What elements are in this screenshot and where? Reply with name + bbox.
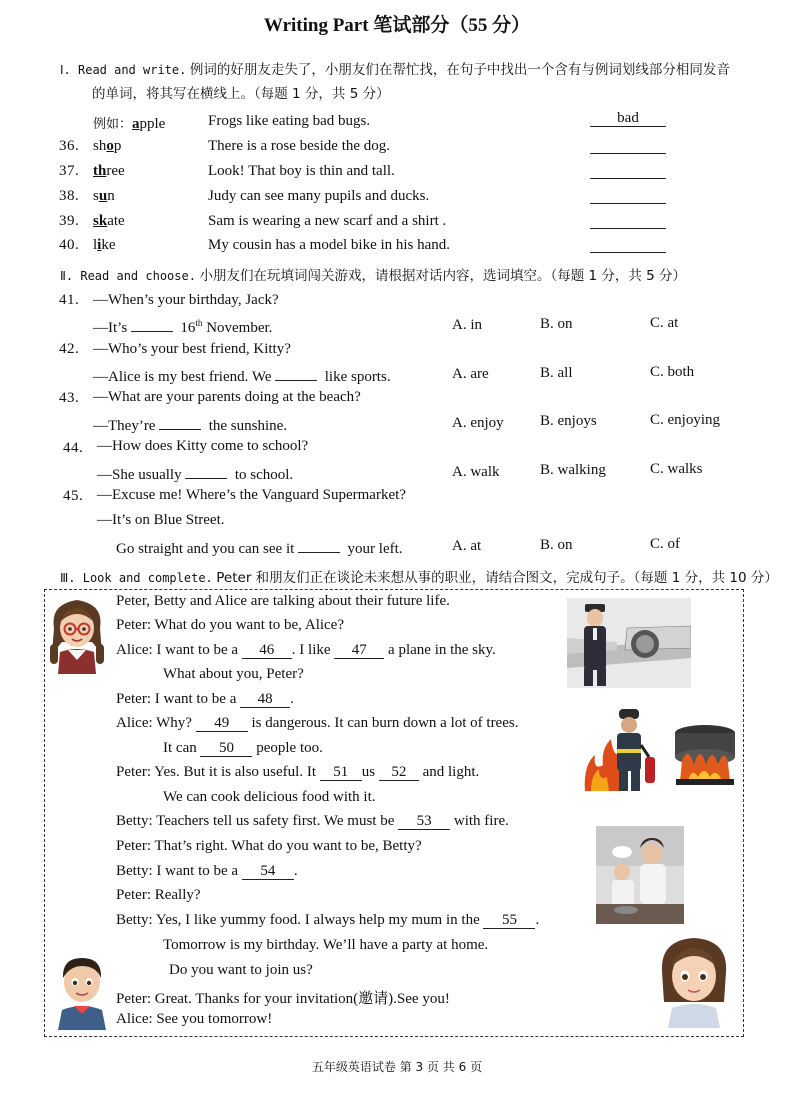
answer-blank[interactable] [590,189,666,204]
betty-avatar [654,932,734,1028]
dialogue-intro: Peter, Betty and Alice are talking about their future life. [116,593,450,609]
example-word: 例如：apple [93,116,166,132]
section-1-instruction: 例词的好朋友走失了，小朋友们在帮忙找，在句子中找出一个含有与例词划线部分相同发音 [189,62,730,78]
answer-blank[interactable] [590,164,666,179]
section-1-heading [60,58,730,79]
item-word: three [93,163,125,179]
question-line: —It’s 16th November. [93,318,273,336]
dialogue-line: Betty: I want to be a 54 . [116,863,298,879]
item-sentence: Sam is wearing a new scarf and a shirt . [208,213,447,229]
question-number: 41. [59,292,80,308]
question-line: —How does Kitty come to school? [97,438,309,454]
blank-52[interactable]: 52 [379,765,419,781]
answer-blank[interactable] [159,414,201,430]
dialogue-line: What about you, Peter? [163,666,304,682]
item-sentence: Look! That boy is thin and tall. [208,163,395,179]
section-2-lead: Ⅱ. Read and choose. [60,269,196,283]
option-c[interactable]: C. both [650,364,695,380]
option-a[interactable]: A. in [452,317,482,333]
option-b[interactable]: B. all [540,365,573,381]
dialogue-line: Tomorrow is my birthday. We’ll have a party at home. [163,937,489,953]
blank-47[interactable]: 47 [334,643,384,659]
question-line: —When’s your birthday, Jack? [93,292,279,308]
question-line: —She usually to school. [97,463,293,484]
item-number: 38. [59,188,80,204]
grill-picture [668,715,742,787]
section-1-lead: Ⅰ. Read and write. [60,63,187,77]
item-number: 39. [59,213,80,229]
question-line: —Alice is my best friend. We like sports. [93,365,391,386]
item-sentence: There is a rose beside the dog. [208,138,391,154]
option-c[interactable]: C. enjoying [650,412,720,428]
blank-51[interactable]: 51 [320,765,362,781]
answer-blank[interactable] [298,537,340,553]
option-c[interactable]: C. walks [650,461,703,477]
dialogue-line: Alice: I want to be a 46 . I like 47 a plane in the sky. [116,642,496,658]
option-b[interactable]: B. on [540,316,573,332]
section-2-instruction: 小朋友们在玩填词闯关游戏，请根据对话内容，选词填空。（每题 1 分，共 5 分） [199,268,687,284]
item-word: sun [93,188,115,204]
answer-blank[interactable] [590,214,666,229]
answer-blank[interactable] [590,139,666,154]
item-number: 36. [59,138,80,154]
blank-50[interactable]: 50 [200,741,252,757]
option-b[interactable]: B. enjoys [540,413,597,429]
item-word: like [93,237,116,253]
dialogue-line: Betty: Yes, I like yummy food. I always help my mum in the 55 . [116,912,540,928]
dialogue-line: Do you want to join us? [169,962,313,978]
dialogue-line: Peter: Great. Thanks for your invitation(邀请).See you! [116,991,450,1007]
answer-blank[interactable] [185,463,227,479]
blank-53[interactable]: 53 [398,814,450,830]
option-a[interactable]: A. walk [452,464,500,480]
blank-49[interactable]: 49 [196,716,248,732]
answer-blank[interactable] [590,238,666,253]
dialogue-line: We can cook delicious food with it. [163,789,376,805]
option-b[interactable]: B. walking [540,462,606,478]
option-c[interactable]: C. of [650,536,680,552]
item-word: skate [93,213,125,229]
section-3-lead: Ⅲ. Look and complete. [60,571,213,585]
blank-55[interactable]: 55 [483,913,535,929]
dialogue-line: It can 50 people too. [163,740,323,756]
item-number: 37. [59,163,80,179]
dialogue-line: Alice: See you tomorrow! [116,1011,273,1027]
section-3-instruction: Peter 和朋友们正在谈论未来想从事的职业，请结合图文，完成句子。（每题 1 分，共 10 分） [216,570,778,586]
question-number: 42. [59,341,80,357]
section-1-instruction-2: 的单词，将其写在横线上。（每题 1 分，共 5 分） [92,86,390,102]
answer-blank[interactable] [131,316,173,332]
pilot-picture [567,598,691,688]
peter-avatar [50,950,114,1030]
question-line: —They’re the sunshine. [93,414,287,435]
dialogue-line: Peter: Really? [116,887,201,903]
option-c[interactable]: C. at [650,315,679,331]
question-number: 43. [59,390,80,406]
chef-picture [596,826,684,924]
page-title: Writing Part 笔试部分（55 分） [263,15,531,36]
item-word: shop [93,138,122,154]
answer-blank[interactable] [275,365,317,381]
dialogue-line: Peter: Yes. But it is also useful. It 51 us 52 and light. [116,764,480,780]
page-footer: 五年级英语试卷 第 3 页 共 6 页 [311,1060,483,1074]
example-answer: bad [590,110,666,127]
blank-48[interactable]: 48 [240,692,290,708]
question-line: —Who’s your best friend, Kitty? [93,341,291,357]
option-a[interactable]: A. are [452,366,489,382]
question-number: 45. [63,488,84,504]
firefighter-picture [583,705,669,791]
dialogue-line: Peter: I want to be a 48 . [116,691,294,707]
question-line: —What are your parents doing at the beach? [93,389,361,405]
section-2-heading [60,264,686,285]
item-number: 40. [59,237,80,253]
question-line: Go straight and you can see it your left. [116,537,403,558]
item-sentence: Judy can see many pupils and ducks. [208,188,430,204]
question-line: —Excuse me! Where’s the Vanguard Supermarket? [97,487,406,503]
blank-54[interactable]: 54 [242,864,294,880]
section-3-heading [60,566,778,587]
option-b[interactable]: B. on [540,537,573,553]
option-a[interactable]: A. at [452,538,482,554]
dialogue-line: Betty: Teachers tell us safety first. We must be 53 with fire. [116,813,509,829]
question-number: 44. [63,440,84,456]
dialogue-line: Alice: Why? 49 is dangerous. It can burn down a lot of trees. [116,715,519,731]
question-line: —It’s on Blue Street. [97,512,225,528]
example-sentence: Frogs like eating bad bugs. [208,113,371,129]
dialogue-line: Peter: That’s right. What do you want to be, Betty? [116,838,422,854]
item-sentence: My cousin has a model bike in his hand. [208,237,451,253]
alice-avatar [46,594,108,674]
blank-46[interactable]: 46 [242,643,292,659]
option-a[interactable]: A. enjoy [452,415,504,431]
dialogue-line: Peter: What do you want to be, Alice? [116,617,344,633]
